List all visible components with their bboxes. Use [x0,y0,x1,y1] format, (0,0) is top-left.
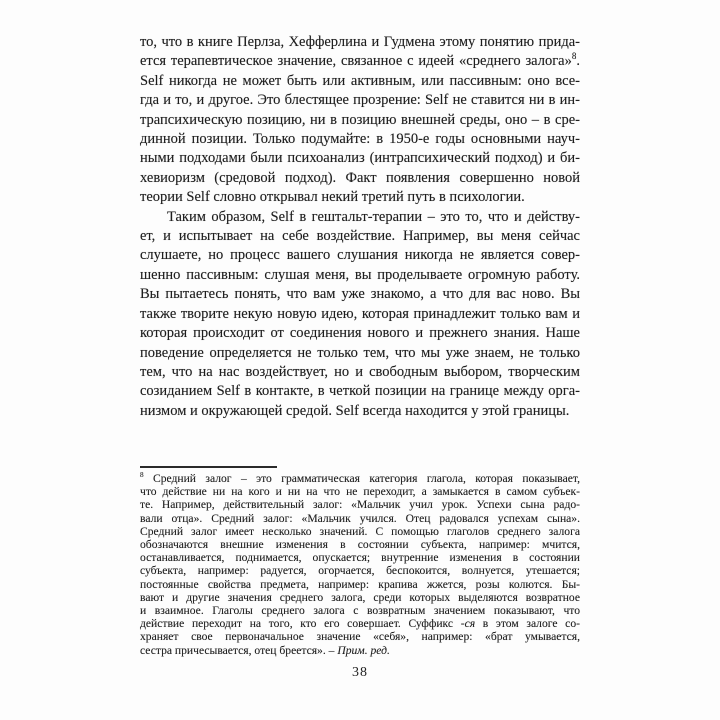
text-segment: вали отца». Средний залог: «Мальчик учился. Отец радовался успехам сына». [140,511,580,525]
text-line [140,551,580,564]
text-segment: Средний залог – это грамматическая категория глагола, которая показывает, [143,472,580,485]
text-segment: в этом залоге со- [475,617,580,631]
text-segment: также творите некую новую идею, которая принадлежит только вам и [140,305,580,322]
text-segment: тем, что на нас воздействует, но и свободным выбором, творческим [140,363,580,380]
text-segment: ными подходами были психоанализ (интрапсихический подход) и би- [140,150,580,167]
text-segment: теории Self словно открывал некий третий путь в психологии. [140,189,525,206]
text-line [140,525,580,538]
text-line [140,169,580,188]
text-segment: шенно пассивным: слушая меня, вы проделываете огромную работу. [140,266,580,283]
text-segment: и взаимное. Глаголы среднего залога с возвратным значением показывают, что [140,604,580,618]
text-line [140,344,580,363]
text-line [140,617,580,630]
text-line [140,33,580,52]
text-segment: обозначаются внешние изменения в состоянии субъекта, например: мчится, [140,538,580,552]
text-line [140,52,580,71]
text-line [140,246,580,265]
text-line [140,324,580,343]
text-segment: постоянные свойства предмета, например: крапива жжется, розы колются. Бы- [140,577,580,591]
text-segment: низмом и окружающей средой. Self всегда находится у этой границы. [140,402,570,419]
text-line [140,285,580,304]
text-segment: ет, и испытывает на себе воздействие. Например, вы меня сейчас [140,228,580,245]
text-line [140,111,580,130]
text-segment: Вы пытаетесь понять, что вам уже знакомо, а что для вас ново. Вы [140,286,580,303]
footnote-block [140,472,580,657]
text-segment: субъекта, например: радуется, огорчается, беспокоится, волнуется, утешается; [140,564,580,578]
text-segment: Self никогда не может быть или активным, или пассивным: оно все- [140,72,580,89]
text-segment: Таким образом, Self в гештальт-терапии – это то, что и действу- [167,208,580,225]
text-line [140,604,580,617]
text-line [140,305,580,324]
italic-text: -ся [460,617,476,631]
text-segment: . [576,53,580,70]
text-segment: вают и другие значения среднего залога, среди которых выделяются возвратное [140,590,580,604]
text-segment: которая происходит от соединения нового и прежнего знания. Наше [140,325,580,342]
text-line [140,188,580,207]
text-segment: сестра причесывается, отец бреется». – [140,643,338,657]
text-segment: динной позиции. Только подумайте: в 1950-е годы основными науч- [140,131,580,148]
text-segment: слушаете, но процесс вашего слушания никогда не является совер- [140,247,580,264]
text-line [140,91,580,110]
text-line [140,130,580,149]
text-segment: ется терапевтическое значение, связанное с идеей «среднего залога» [140,53,572,70]
text-line [140,564,580,577]
footnote-reference-superscript: 8 [571,51,577,62]
text-line [140,591,580,604]
page-number: 38 [352,665,368,680]
text-line [140,472,580,485]
text-segment: гда и то, и другое. Это блестящее прозрение: Self не ставится ни в ин- [140,92,580,109]
text-line [140,208,580,227]
text-segment: останавливается, поднимается, опускается; внутренние изменения в состоянии [140,551,580,565]
paragraph [140,208,580,421]
text-line [140,512,580,525]
text-segment: трапсихическую позицию, ни в позицию внешней среды, оно – в сре- [140,111,580,128]
text-line [140,266,580,285]
text-segment: храняет свое первоначальное значение «себя», например: «брат умывается, [140,630,580,644]
text-line [140,498,580,511]
paragraph [140,33,580,208]
text-segment: те. Например, действительный залог: «Мальчик учил урок. Успехи сына радо- [140,498,580,512]
text-line [140,578,580,591]
text-segment: что действие ни на кого и ни на что не переходит, а замыкается в самом субъек- [140,485,580,499]
text-line [140,382,580,401]
text-segment: то, что в книге Перлза, Хефферлина и Гудмена этому понятию прида- [140,34,580,50]
text-line [140,402,580,421]
text-line [140,485,580,498]
text-segment: Средний залог имеет несколько значений. С помощью глаголов среднего залога [140,524,580,538]
text-line [140,72,580,91]
text-line [140,630,580,643]
text-line [140,149,580,168]
text-line [140,227,580,246]
text-segment: созиданием Self в контакте, в четкой позиции на границе между орга- [140,383,580,400]
footnote-divider [140,466,277,468]
italic-text: Прим. ред. [337,643,390,657]
text-line [140,363,580,382]
text-segment: хевиоризм (средовой подход). Факт появления совершенно новой [140,169,580,186]
text-segment: поведение определяется не только тем, что мы уже знаем, не только [140,344,580,361]
footnote-reference-superscript: 8 [140,471,144,480]
main-text-block [140,33,580,421]
text-line [140,644,580,657]
text-line [140,538,580,551]
text-segment: действие переходит на того, кто его совершает. Суффикс [140,617,461,631]
